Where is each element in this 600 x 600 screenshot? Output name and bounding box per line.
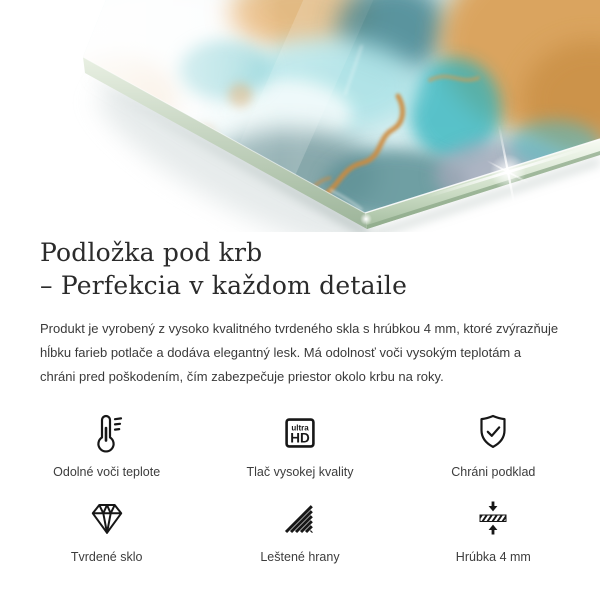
diamond-icon	[85, 494, 129, 540]
feature-label: Tlač vysokej kvality	[246, 465, 354, 479]
feature-polished-edges	[212, 494, 388, 565]
product-description: Produkt je vyrobený z vysoko kvalitného tvrdeného skla s hrúbkou 4 mm, ktoré zvýrazňuje hĺbku farieb potlače a dodáva elegantný lesk. Má odolnosť voči vysokým teplotám a chráni pred poškodením, čím zabezpečuje priestor okolo krbu na roky.	[40, 321, 559, 384]
ultra-hd-icon	[278, 409, 322, 455]
feature-protects-surface	[405, 409, 581, 480]
page-title	[40, 236, 560, 302]
title-line-2: – Perfekcia v každom detaile	[40, 271, 408, 300]
feature-label: Hrúbka 4 mm	[455, 550, 531, 564]
feature-label: Odolné voči teplote	[53, 465, 161, 479]
feature-print-quality	[212, 409, 388, 480]
thickness-icon	[471, 494, 515, 540]
thermometer-icon	[85, 409, 129, 455]
title-line-1: Podložka pod krb	[40, 238, 263, 267]
feature-thickness	[405, 494, 581, 565]
shield-check-icon	[471, 409, 515, 455]
features-grid	[10, 409, 590, 565]
product-photo	[0, 0, 600, 232]
ultra-hd-badge-bottom: HD	[290, 430, 310, 446]
ultra-hd-badge-top: ultra	[291, 423, 309, 433]
glass-panel-illustration	[0, 0, 600, 232]
feature-label: Leštené hrany	[260, 550, 340, 564]
feature-heat-resistant	[19, 409, 195, 480]
feature-label: Chráni podklad	[451, 465, 536, 479]
corner-glint	[360, 213, 372, 225]
feature-label: Tvrdené sklo	[70, 550, 143, 564]
feature-tempered-glass	[19, 494, 195, 565]
polished-edges-icon	[278, 494, 322, 540]
product-info-section	[0, 232, 600, 565]
